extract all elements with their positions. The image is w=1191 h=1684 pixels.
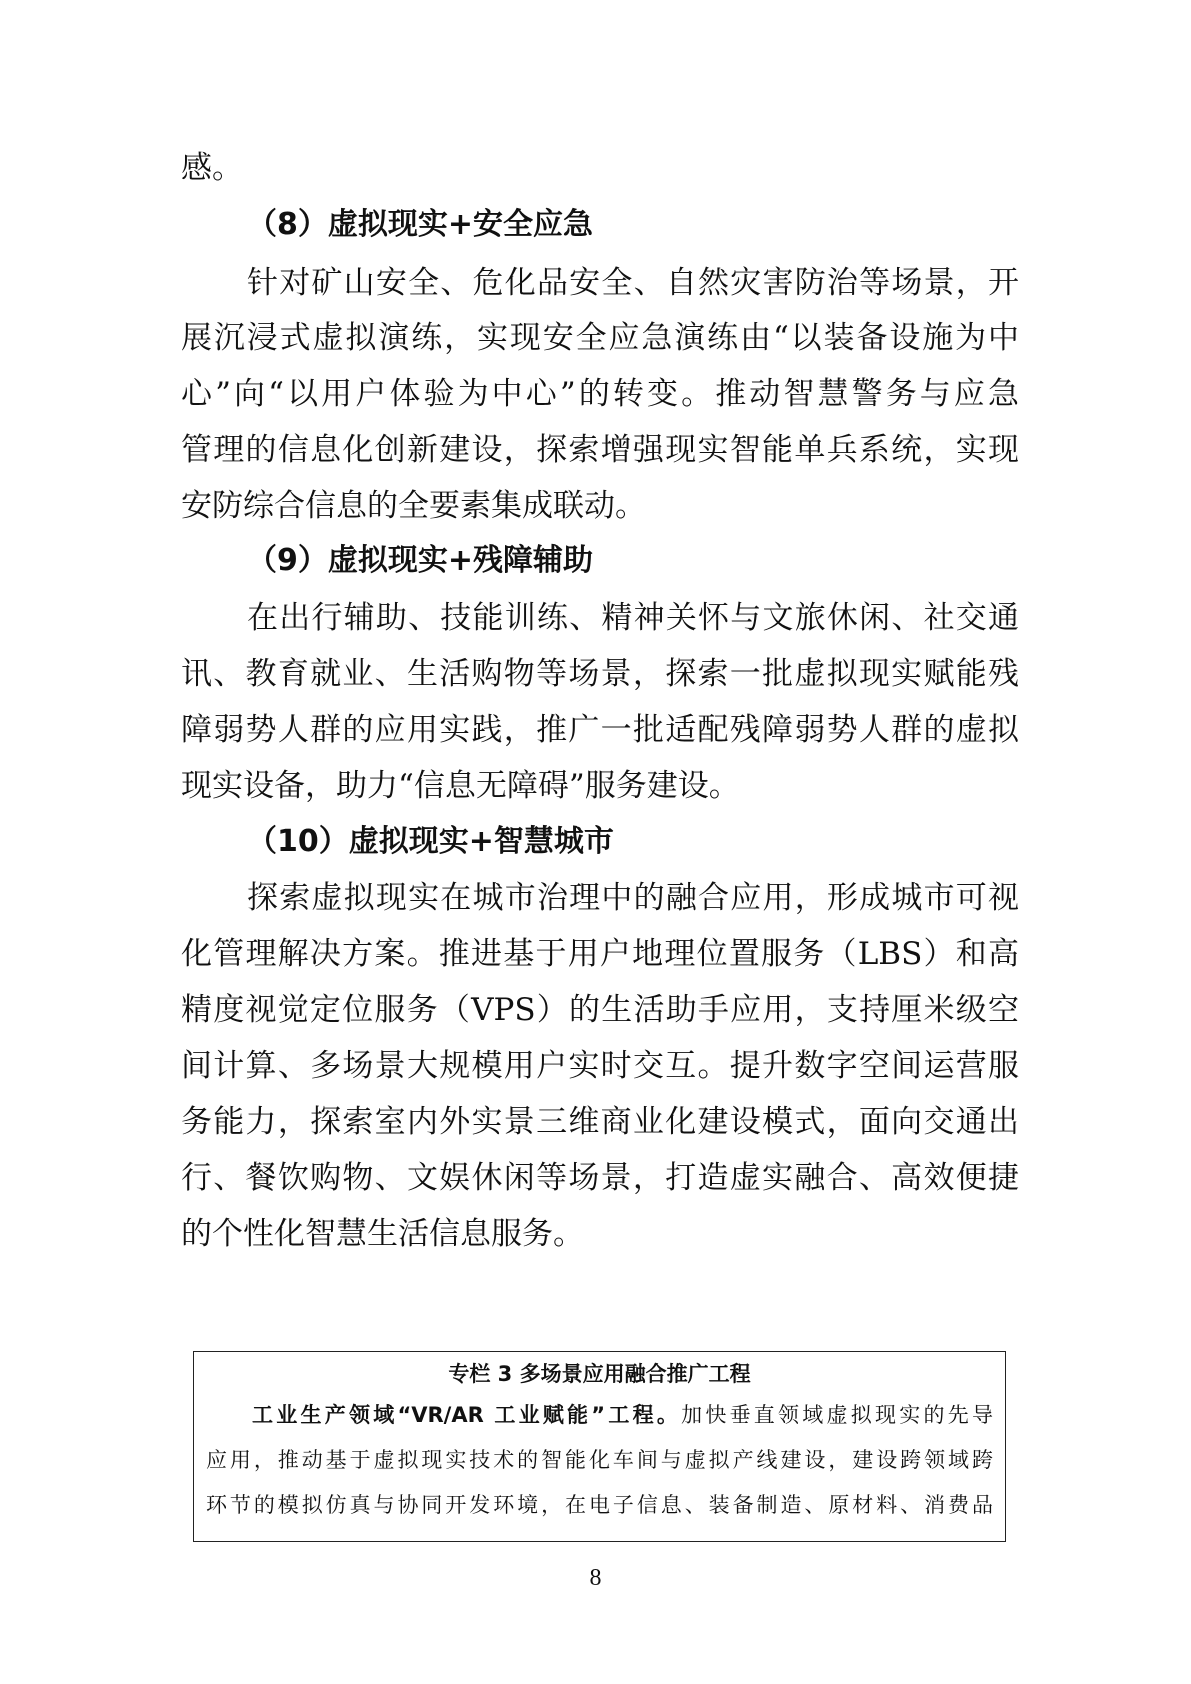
box-bold-lead: 工业生产领域“VR/AR 工业赋能”工程。 <box>252 1403 682 1427</box>
paragraph-9-line: 障弱势人群的应用实践，推广一批适配残障弱势人群的虚拟 <box>181 712 1019 748</box>
box-title: 专栏 3 多场景应用融合推广工程 <box>448 1362 751 1386</box>
box-line <box>252 1400 993 1430</box>
paragraph-8-line: 针对矿山安全、危化品安全、自然灾害防治等场景，开 <box>247 265 1019 301</box>
paragraph-10-line: 务能力，探索室内外实景三维商业化建设模式，面向交通出 <box>181 1104 1019 1140</box>
section-heading-10: （10）虚拟现实+智慧城市 <box>247 824 614 859</box>
sidebar-box-column-3 <box>193 1351 1006 1542</box>
paragraph-9-line: 讯、教育就业、生活购物等场景，探索一批虚拟现实赋能残 <box>181 656 1019 692</box>
box-line: 环节的模拟仿真与协同开发环境，在电子信息、装备制造、原材料、消费品 <box>206 1493 993 1517</box>
paragraph-8-line: 心”向“以用户体验为中心”的转变。推动智慧警务与应急 <box>181 376 1019 412</box>
paragraph-9-line: 在出行辅助、技能训练、精神关怀与文旅休闲、社交通 <box>247 600 1019 636</box>
paragraph-continuation: 感。 <box>181 150 243 186</box>
paragraph-10-line: 的个性化智慧生活信息服务。 <box>181 1216 584 1252</box>
paragraph-9-line: 现实设备，助力“信息无障碍”服务建设。 <box>181 768 740 804</box>
paragraph-10-line: 行、餐饮购物、文娱休闲等场景，打造虚实融合、高效便捷 <box>181 1160 1019 1196</box>
box-line-text: 加快垂直领域虚拟现实的先导 <box>681 1403 993 1427</box>
page-number: 8 <box>589 1565 602 1591</box>
paragraph-10-line: 间计算、多场景大规模用户实时交互。提升数字空间运营服 <box>181 1048 1019 1084</box>
section-heading-9: （9）虚拟现实+残障辅助 <box>247 543 594 578</box>
section-heading-8: （8）虚拟现实+安全应急 <box>247 207 594 242</box>
box-line: 应用，推动基于虚拟现实技术的智能化车间与虚拟产线建设，建设跨领域跨 <box>206 1448 993 1472</box>
paragraph-10-line: 精度视觉定位服务（VPS）的生活助手应用，支持厘米级空 <box>181 992 1019 1028</box>
paragraph-8-line: 安防综合信息的全要素集成联动。 <box>181 488 646 524</box>
paragraph-8-line: 管理的信息化创新建设，探索增强现实智能单兵系统，实现 <box>181 432 1019 468</box>
paragraph-8-line: 展沉浸式虚拟演练，实现安全应急演练由“以装备设施为中 <box>181 320 1019 356</box>
paragraph-10-line: 化管理解决方案。推进基于用户地理位置服务（LBS）和高 <box>181 936 1019 972</box>
paragraph-10-line: 探索虚拟现实在城市治理中的融合应用，形成城市可视 <box>247 880 1019 916</box>
